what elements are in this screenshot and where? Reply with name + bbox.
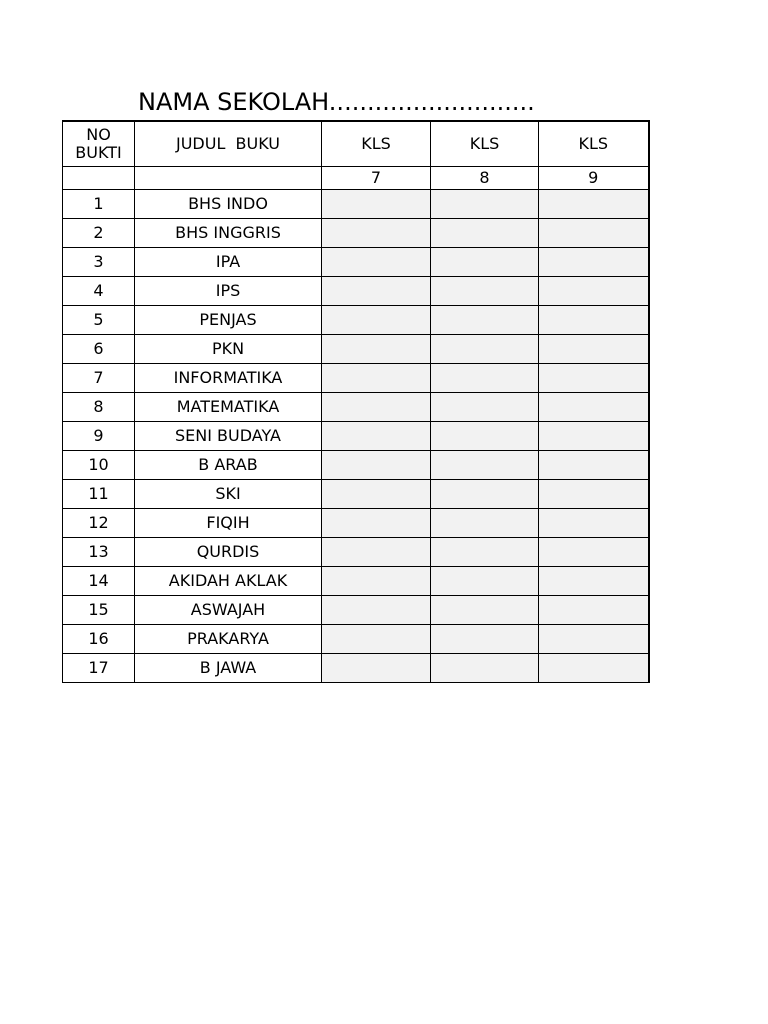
kls-9-cell[interactable] <box>539 219 649 248</box>
book-title: IPS <box>135 277 322 306</box>
kls-7-cell[interactable] <box>322 538 431 567</box>
kls-8-cell[interactable] <box>431 248 539 277</box>
kls-7-cell[interactable] <box>322 451 431 480</box>
book-title: QURDIS <box>135 538 322 567</box>
book-title: B JAWA <box>135 654 322 683</box>
kls-8-cell[interactable] <box>431 219 539 248</box>
table-row <box>63 306 649 335</box>
book-title: PKN <box>135 335 322 364</box>
kls-7-cell[interactable] <box>322 248 431 277</box>
grade-book-blank <box>135 167 322 190</box>
row-number: 15 <box>63 596 135 625</box>
header-kls-9: KLS <box>539 121 649 167</box>
table-row <box>63 422 649 451</box>
kls-8-cell[interactable] <box>431 567 539 596</box>
book-title: B ARAB <box>135 451 322 480</box>
row-number: 17 <box>63 654 135 683</box>
table-row <box>63 190 649 219</box>
book-title: ASWAJAH <box>135 596 322 625</box>
header-row <box>63 121 649 167</box>
grade-row <box>63 167 649 190</box>
row-number: 14 <box>63 567 135 596</box>
header-no-label: NO <box>86 125 111 144</box>
table-row <box>63 248 649 277</box>
table-row <box>63 277 649 306</box>
kls-7-cell[interactable] <box>322 277 431 306</box>
kls-9-cell[interactable] <box>539 451 649 480</box>
grade-8: 8 <box>431 167 539 190</box>
header-judul-buku: JUDUL BUKU <box>135 121 322 167</box>
book-title: SKI <box>135 480 322 509</box>
kls-9-cell[interactable] <box>539 422 649 451</box>
book-title: PRAKARYA <box>135 625 322 654</box>
grade-no-blank <box>63 167 135 190</box>
row-number: 9 <box>63 422 135 451</box>
book-title: BHS INDO <box>135 190 322 219</box>
kls-8-cell[interactable] <box>431 654 539 683</box>
table-row <box>63 654 649 683</box>
book-title: INFORMATIKA <box>135 364 322 393</box>
kls-7-cell[interactable] <box>322 335 431 364</box>
kls-7-cell[interactable] <box>322 654 431 683</box>
kls-7-cell[interactable] <box>322 422 431 451</box>
kls-7-cell[interactable] <box>322 364 431 393</box>
kls-8-cell[interactable] <box>431 277 539 306</box>
kls-7-cell[interactable] <box>322 480 431 509</box>
book-title: PENJAS <box>135 306 322 335</box>
header-no-bukti <box>63 121 135 167</box>
row-number: 8 <box>63 393 135 422</box>
header-kls-8: KLS <box>431 121 539 167</box>
table-row <box>63 538 649 567</box>
kls-9-cell[interactable] <box>539 277 649 306</box>
table-row <box>63 335 649 364</box>
book-title: AKIDAH AKLAK <box>135 567 322 596</box>
kls-9-cell[interactable] <box>539 567 649 596</box>
table-row <box>63 219 649 248</box>
row-number: 4 <box>63 277 135 306</box>
kls-9-cell[interactable] <box>539 364 649 393</box>
kls-9-cell[interactable] <box>539 625 649 654</box>
kls-8-cell[interactable] <box>431 625 539 654</box>
kls-8-cell[interactable] <box>431 509 539 538</box>
kls-8-cell[interactable] <box>431 596 539 625</box>
kls-8-cell[interactable] <box>431 393 539 422</box>
row-number: 10 <box>63 451 135 480</box>
book-title: SENI BUDAYA <box>135 422 322 451</box>
row-number: 5 <box>63 306 135 335</box>
row-number: 2 <box>63 219 135 248</box>
table-row <box>63 480 649 509</box>
kls-8-cell[interactable] <box>431 422 539 451</box>
row-number: 16 <box>63 625 135 654</box>
row-number: 6 <box>63 335 135 364</box>
grade-9: 9 <box>539 167 649 190</box>
kls-9-cell[interactable] <box>539 509 649 538</box>
kls-9-cell[interactable] <box>539 335 649 364</box>
kls-7-cell[interactable] <box>322 625 431 654</box>
kls-9-cell[interactable] <box>539 248 649 277</box>
kls-8-cell[interactable] <box>431 451 539 480</box>
kls-8-cell[interactable] <box>431 335 539 364</box>
book-title: FIQIH <box>135 509 322 538</box>
table-row <box>63 393 649 422</box>
book-title: IPA <box>135 248 322 277</box>
kls-7-cell[interactable] <box>322 509 431 538</box>
table-row <box>63 567 649 596</box>
kls-7-cell[interactable] <box>322 393 431 422</box>
kls-8-cell[interactable] <box>431 364 539 393</box>
book-title: MATEMATIKA <box>135 393 322 422</box>
header-kls-7: KLS <box>322 121 431 167</box>
row-number: 13 <box>63 538 135 567</box>
header-bukti-label: BUKTI <box>75 143 122 162</box>
kls-9-cell[interactable] <box>539 480 649 509</box>
kls-7-cell[interactable] <box>322 596 431 625</box>
kls-9-cell[interactable] <box>539 538 649 567</box>
page-title: NAMA SEKOLAH........................... <box>138 88 535 116</box>
kls-7-cell[interactable] <box>322 567 431 596</box>
kls-9-cell[interactable] <box>539 190 649 219</box>
grade-7: 7 <box>322 167 431 190</box>
table-row <box>63 509 649 538</box>
row-number: 1 <box>63 190 135 219</box>
table-row <box>63 596 649 625</box>
book-title: BHS INGGRIS <box>135 219 322 248</box>
row-number: 11 <box>63 480 135 509</box>
table-row <box>63 451 649 480</box>
kls-8-cell[interactable] <box>431 538 539 567</box>
table-row <box>63 625 649 654</box>
table-row <box>63 364 649 393</box>
kls-9-cell[interactable] <box>539 596 649 625</box>
kls-9-cell[interactable] <box>539 654 649 683</box>
row-number: 7 <box>63 364 135 393</box>
kls-7-cell[interactable] <box>322 219 431 248</box>
kls-7-cell[interactable] <box>322 306 431 335</box>
kls-8-cell[interactable] <box>431 480 539 509</box>
book-table <box>62 120 650 683</box>
kls-8-cell[interactable] <box>431 190 539 219</box>
kls-9-cell[interactable] <box>539 393 649 422</box>
kls-9-cell[interactable] <box>539 306 649 335</box>
row-number: 12 <box>63 509 135 538</box>
kls-7-cell[interactable] <box>322 190 431 219</box>
kls-8-cell[interactable] <box>431 306 539 335</box>
row-number: 3 <box>63 248 135 277</box>
